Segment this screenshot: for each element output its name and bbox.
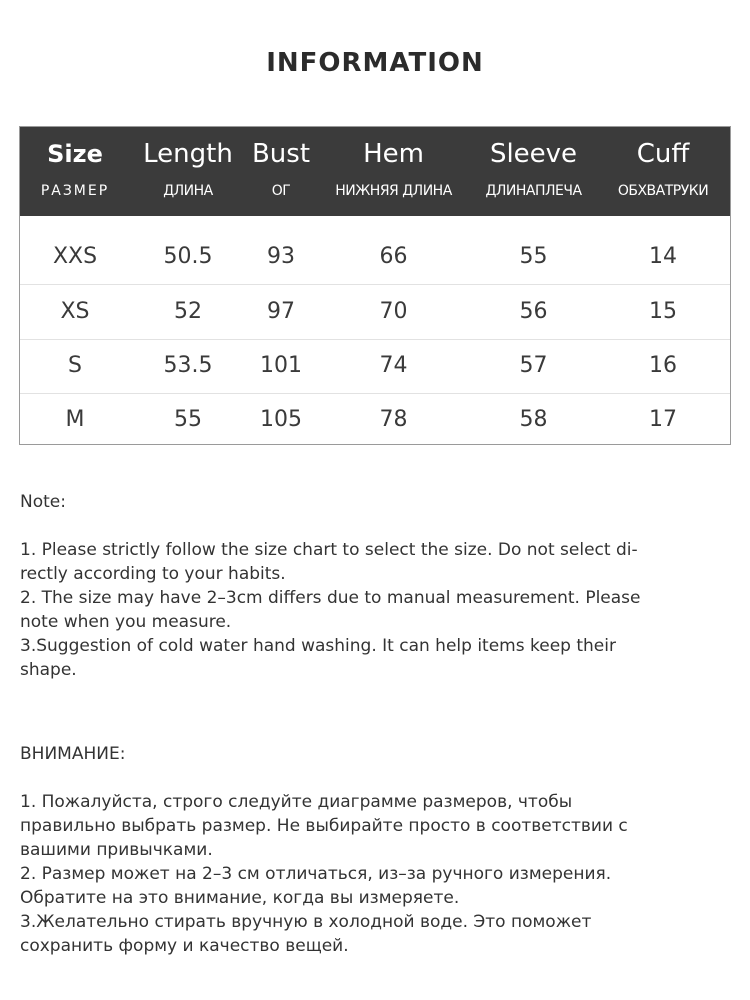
note-line-en: note when you measure. [20,612,232,632]
header-label-ru: ДЛИНА [163,183,213,199]
table-cell: 101 [260,353,302,378]
header-label-en: Hem [363,139,424,169]
header-label-ru: РАЗМЕР [40,183,110,199]
header-label-en: Bust [251,139,311,169]
note-line-ru: сохранить форму и качество вещей. [20,936,349,956]
note-line-en: 2. The size may have 2–3cm differs due to manual measurement. Please [20,588,641,608]
header-label-en: Cuff [636,139,690,169]
note-line-ru: 3.Желательно стирать вручную в холодной воде. Это поможет [20,912,592,932]
table-cell: 53.5 [163,353,213,378]
table-cell: 55 [519,244,548,269]
table-cell: S [68,353,82,378]
note-line-ru: вашими привычками. [20,840,213,860]
table-row [20,339,730,394]
table-cell: 15 [649,299,677,324]
table-cell: 55 [174,407,202,432]
table-cell: 66 [379,244,408,269]
note-line-ru: 2. Размер может на 2–3 см отличаться, из–за ручного измерения. [20,864,612,884]
table-cell: 50.5 [163,244,213,269]
header-label-ru: ДЛИНАПЛЕЧА [485,183,582,199]
header-bust [246,127,316,216]
table-cell: 97 [267,299,295,324]
note-line-en: rectly according to your habits. [20,564,286,584]
table-row [20,285,730,340]
table-cell: 70 [379,299,408,324]
note-line-en: shape. [20,660,77,680]
size-chart-table [19,126,731,445]
note-line-en: 1. Please strictly follow the size chart to select the size. Do not select di- [20,540,638,560]
table-cell: M [65,407,85,432]
header-label-ru: НИЖНЯЯ ДЛИНА [335,183,452,199]
note-line-ru: правильно выбрать размер. Не выбирайте просто в соответствии с [20,816,628,836]
table-cell: 105 [260,407,302,432]
header-label-en: Length [143,139,233,169]
header-label-ru: ОБХВАТРУКИ [617,183,709,199]
table-cell: 74 [379,353,408,378]
table-row [20,230,730,285]
header-label-ru: ОГ [271,183,291,199]
note-line-ru: 1. Пожалуйста, строго следуйте диаграмме размеров, чтобы [20,792,573,812]
table-row [20,393,730,447]
header-sleeve [471,127,596,216]
header-label-en: Sleeve [489,139,578,169]
header-size [20,127,130,216]
notes-section [20,490,720,958]
table-cell: 57 [519,353,548,378]
table-cell: 14 [649,244,677,269]
table-cell: 56 [519,299,548,324]
table-cell: XXS [52,244,98,269]
table-cell: 58 [519,407,548,432]
header-hem [316,127,471,216]
table-cell: 78 [379,407,408,432]
note-heading-en: Note: [20,492,66,512]
note-line-en: 3.Suggestion of cold water hand washing. It can help items keep their [20,636,616,656]
table-cell: 93 [267,244,295,269]
table-cell: XS [60,299,90,324]
table-cell: 17 [649,407,677,432]
header-label-en: Size [47,140,103,168]
table-header [20,127,730,216]
header-length [130,127,246,216]
table-cell: 52 [174,299,202,324]
header-cuff [596,127,730,216]
page-title: INFORMATION [266,48,484,78]
note-line-ru: Обратите на это внимание, когда вы измеряете. [20,888,460,908]
note-heading-ru: ВНИМАНИЕ: [20,744,126,764]
table-cell: 16 [649,353,677,378]
